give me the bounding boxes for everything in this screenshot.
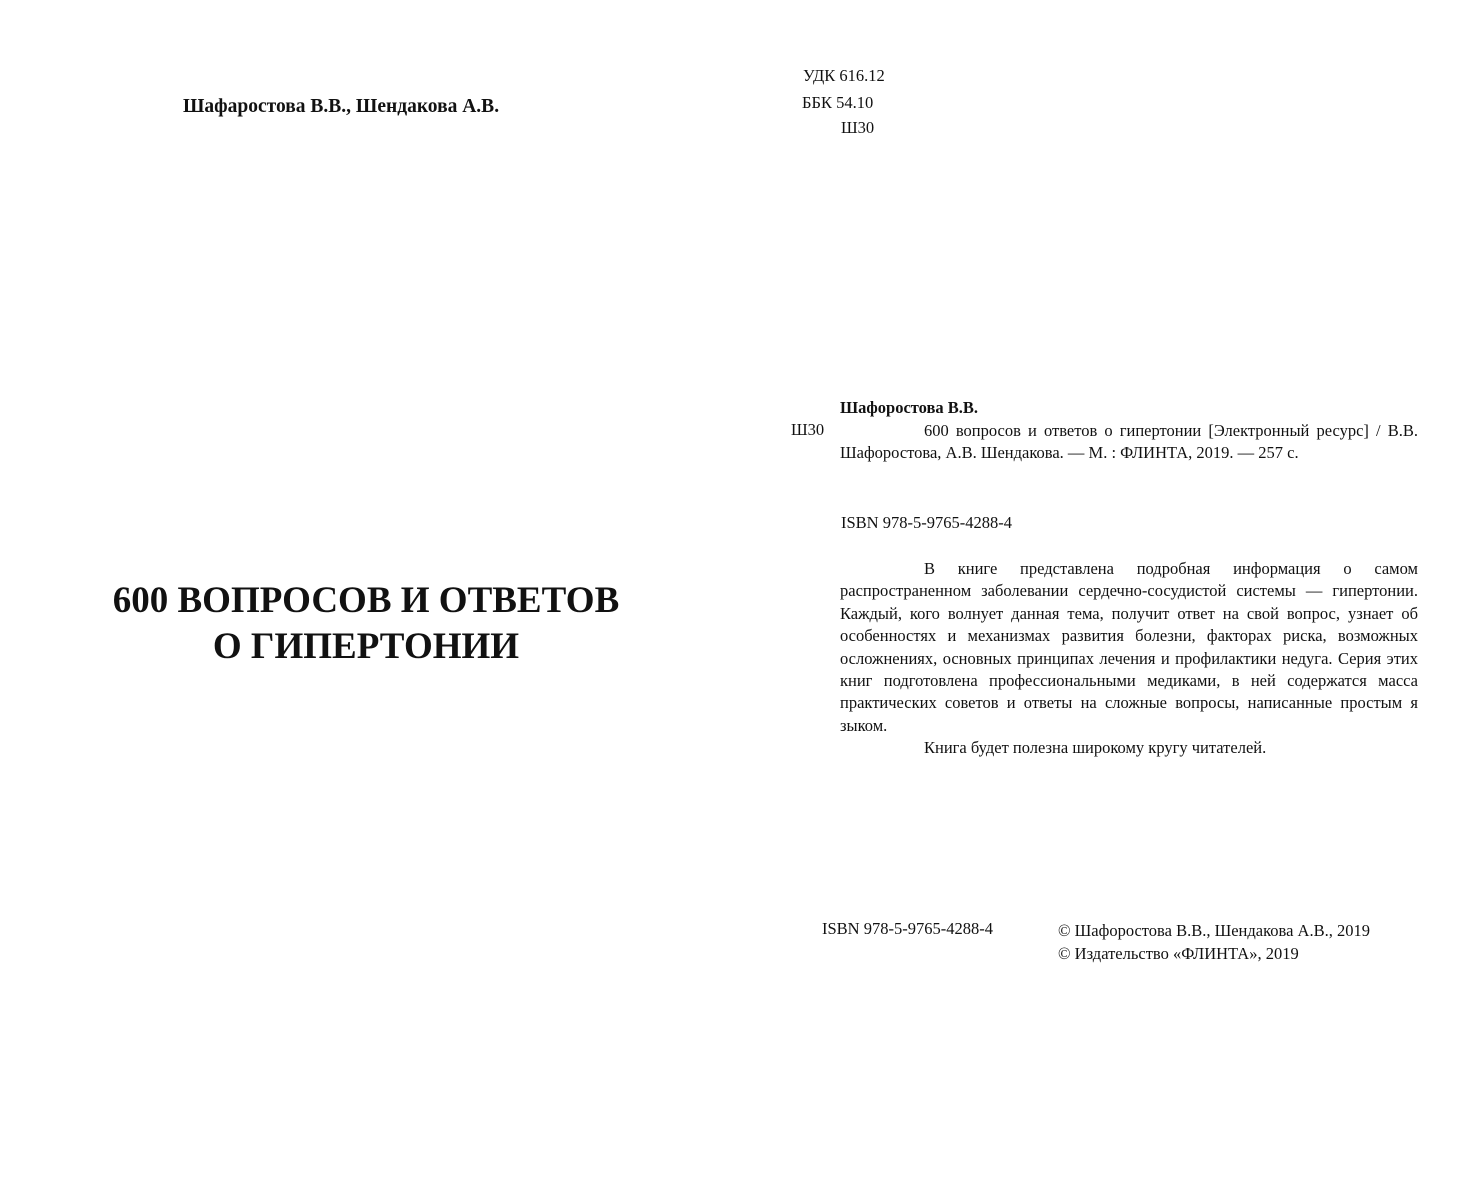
catalog-card-mark: Ш30 xyxy=(791,420,825,439)
catalog-card-author: Шафоростова В.В. xyxy=(840,398,979,417)
bibliographic-description: 600 вопросов и ответов о гипертонии [Электронный ресурс] / В.В. Шафоростова, А.В. Шендакова. — М. : ФЛИНТА, 2019. — 257 с. xyxy=(840,421,1418,463)
footer-isbn: ISBN 978-5-9765-4288-4 xyxy=(822,919,993,938)
author-mark: Ш30 xyxy=(841,118,875,137)
bbk-code: ББК 54.10 xyxy=(802,93,874,112)
copyright-authors: © Шафоростова В.В., Шендакова А.В., 2019 xyxy=(1058,921,1370,940)
copyright-block xyxy=(1058,919,1370,965)
udk-code: УДК 616.12 xyxy=(803,66,885,85)
annotation-paragraph-2: Книга будет полезна широкому кругу читателей. xyxy=(924,738,1267,758)
annotation xyxy=(840,558,1418,760)
book-title-line-1: 600 ВОПРОСОВ И ОТВЕТОВ xyxy=(112,580,620,621)
copyright-publisher: © Издательство «ФЛИНТА», 2019 xyxy=(1058,944,1299,963)
book-authors: Шафаростова В.В., Шендакова А.В. xyxy=(183,96,500,117)
book-title-line-2: О ГИПЕРТОНИИ xyxy=(212,626,520,667)
catalog-isbn: ISBN 978-5-9765-4288-4 xyxy=(841,513,1012,532)
annotation-paragraph-1: В книге представлена подробная информация о самом распространенном заболевании сердечно-сосудистой системы — гипертонии. Каждый, кого волнует данная тема, получит ответ на свой вопрос, узнает об особенностях и механизмах развития болезни, факторах риска, возможных осложнениях, основных принципах лечения и профилактики недуга. Серия этих книг подготовлена профессиональными медиками, в ней содержатся масса практических советов и ответы на сложные вопросы, написанные простым я зыком. xyxy=(840,559,1418,735)
book-title xyxy=(80,578,652,670)
